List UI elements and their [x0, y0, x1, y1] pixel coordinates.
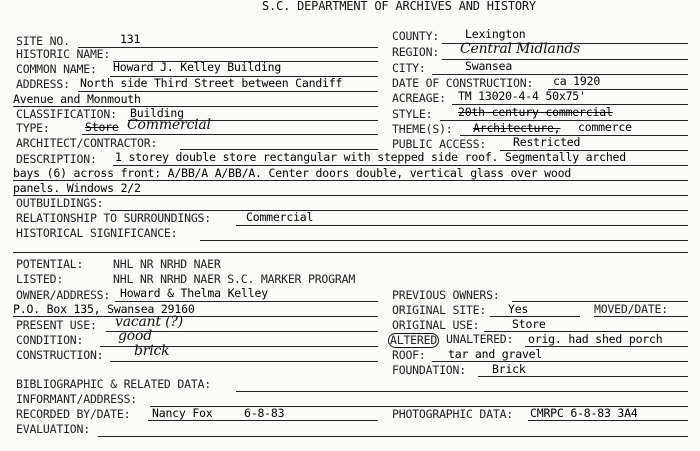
potential-options: NHL NR NRHD NAER — [113, 257, 221, 271]
description-line-3: panels. Windows 2/2 — [13, 181, 141, 195]
address-value-1: North side Third Street between Candiff — [80, 76, 343, 90]
type-new-value: Commercial — [127, 117, 211, 133]
recorded-by-line — [148, 420, 378, 421]
altered-note-value: orig. had shed porch — [528, 332, 663, 346]
roof-value: tar and gravel — [448, 347, 543, 361]
condition-label: CONDITION: — [16, 333, 84, 347]
historical-significance-label: HISTORICAL SIGNIFICANCE: — [16, 226, 178, 240]
address-label: ADDRESS: — [16, 77, 70, 91]
type-label: TYPE: — [16, 121, 50, 135]
classification-value: Building — [130, 106, 184, 120]
photographic-data-label: PHOTOGRAPHIC DATA: — [392, 407, 514, 421]
site-no-label: SITE NO. — [16, 34, 70, 48]
potential-label: POTENTIAL: — [16, 257, 84, 271]
moved-date-line — [594, 316, 688, 317]
construction-line — [110, 361, 378, 362]
type-line — [82, 134, 378, 135]
listed-options: NHL NR NRHD NAER S.C. MARKER PROGRAM — [113, 272, 356, 286]
relationship-value: Commercial — [246, 210, 314, 224]
themes-label: THEME(S): — [392, 122, 453, 136]
construction-label: CONSTRUCTION: — [16, 348, 104, 362]
recorded-by-value: Nancy Fox — [152, 406, 213, 420]
previous-owners-label: PREVIOUS OWNERS: — [392, 288, 500, 302]
form-header: S.C. DEPARTMENT OF ARCHIVES AND HISTORY — [262, 0, 536, 13]
moved-date-label: MOVED/DATE: — [594, 302, 668, 316]
photographic-data-value: CMRPC 6-8-83 3A4 — [530, 406, 638, 420]
public-access-value: Restricted — [513, 135, 581, 149]
relationship-label: RELATIONSHIP TO SURROUNDINGS: — [16, 211, 211, 225]
evaluation-label: EVALUATION: — [16, 422, 90, 436]
evaluation-line — [98, 436, 688, 437]
construction-value: brick — [134, 343, 170, 359]
description-rule-3 — [13, 195, 688, 196]
bibliographic-line — [236, 391, 688, 392]
recorded-by-label: RECORDED BY/DATE: — [16, 407, 131, 421]
condition-value: good — [118, 328, 152, 344]
original-site-value: Yes — [508, 302, 529, 316]
classification-label: CLASSIFICATION: — [16, 107, 117, 121]
unaltered-label: UNALTERED: — [446, 332, 514, 346]
recorded-date-value: 6-8-83 — [244, 406, 285, 420]
acreage-value: TM 13020-4-4 50x75' — [458, 89, 586, 103]
significance-line-2 — [13, 252, 688, 253]
public-access-label: PUBLIC ACCESS: — [392, 137, 487, 151]
date-of-construction-value: ca 1920 — [553, 74, 601, 88]
site-no-line — [78, 47, 378, 48]
description-line-2: bays (6) across front: A/BB/A A/BB/A. Center doors double, vertical glass over wood — [13, 166, 572, 180]
altered-line — [525, 346, 688, 347]
foundation-line — [478, 376, 688, 377]
county-value: Lexington — [465, 27, 526, 41]
region-value: Central Midlands — [460, 41, 581, 57]
description-label: DESCRIPTION: — [16, 152, 97, 166]
photographic-data-line — [528, 420, 688, 421]
theme-new-value: commerce — [578, 120, 632, 134]
common-name-label: COMMON NAME: — [16, 62, 97, 76]
type-old-value: Store — [85, 120, 119, 134]
roof-label: ROOF: — [392, 348, 426, 362]
original-use-value: Store — [512, 317, 546, 331]
original-use-label: ORIGINAL USE: — [392, 318, 480, 332]
foundation-value: Brick — [492, 362, 526, 376]
county-label: COUNTY: — [392, 29, 440, 43]
site-no-value: 131 — [120, 32, 141, 46]
original-site-label: ORIGINAL SITE: — [392, 303, 487, 317]
architect-label: ARCHITECT/CONTRACTOR: — [16, 136, 158, 150]
description-line-1: 1 storey double store rectangular with stepped side roof. Segmentally arched — [115, 150, 626, 164]
significance-line-1 — [200, 240, 688, 241]
common-name-value: Howard J. Kelley Building — [113, 60, 282, 74]
relationship-line — [236, 225, 688, 226]
style-value: 20th century commercial — [458, 105, 613, 119]
present-use-value: vacant (?) — [115, 314, 183, 330]
historic-name-label: HISTORIC NAME: — [16, 47, 111, 61]
theme-old-value: Architecture, — [473, 121, 561, 135]
owner-value: Howard & Thelma Kelley — [120, 286, 268, 300]
city-value: Swansea — [465, 59, 513, 73]
informant-label: INFORMANT/ADDRESS: — [16, 392, 138, 406]
owner-address-label: OWNER/ADDRESS: — [16, 288, 111, 302]
acreage-label: ACREAGE: — [392, 91, 446, 105]
altered-label: ALTERED — [390, 333, 438, 347]
listed-label: LISTED: — [16, 272, 64, 286]
region-label: REGION: — [392, 45, 440, 59]
date-of-construction-label: DATE OF CONSTRUCTION: — [392, 76, 534, 90]
bibliographic-label: BIBLIOGRAPHIC & RELATED DATA: — [16, 377, 211, 391]
address-value-2: Avenue and Monmouth — [13, 92, 141, 106]
owner-address-value: P.O. Box 135, Swansea 29160 — [13, 302, 195, 316]
roof-line — [432, 361, 688, 362]
owner-address-line — [13, 316, 378, 317]
foundation-label: FOUNDATION: — [392, 363, 466, 377]
present-use-label: PRESENT USE: — [16, 318, 97, 332]
style-label: STYLE: — [392, 107, 433, 121]
outbuildings-label: OUTBUILDINGS: — [16, 196, 104, 210]
city-label: CITY: — [392, 61, 426, 75]
